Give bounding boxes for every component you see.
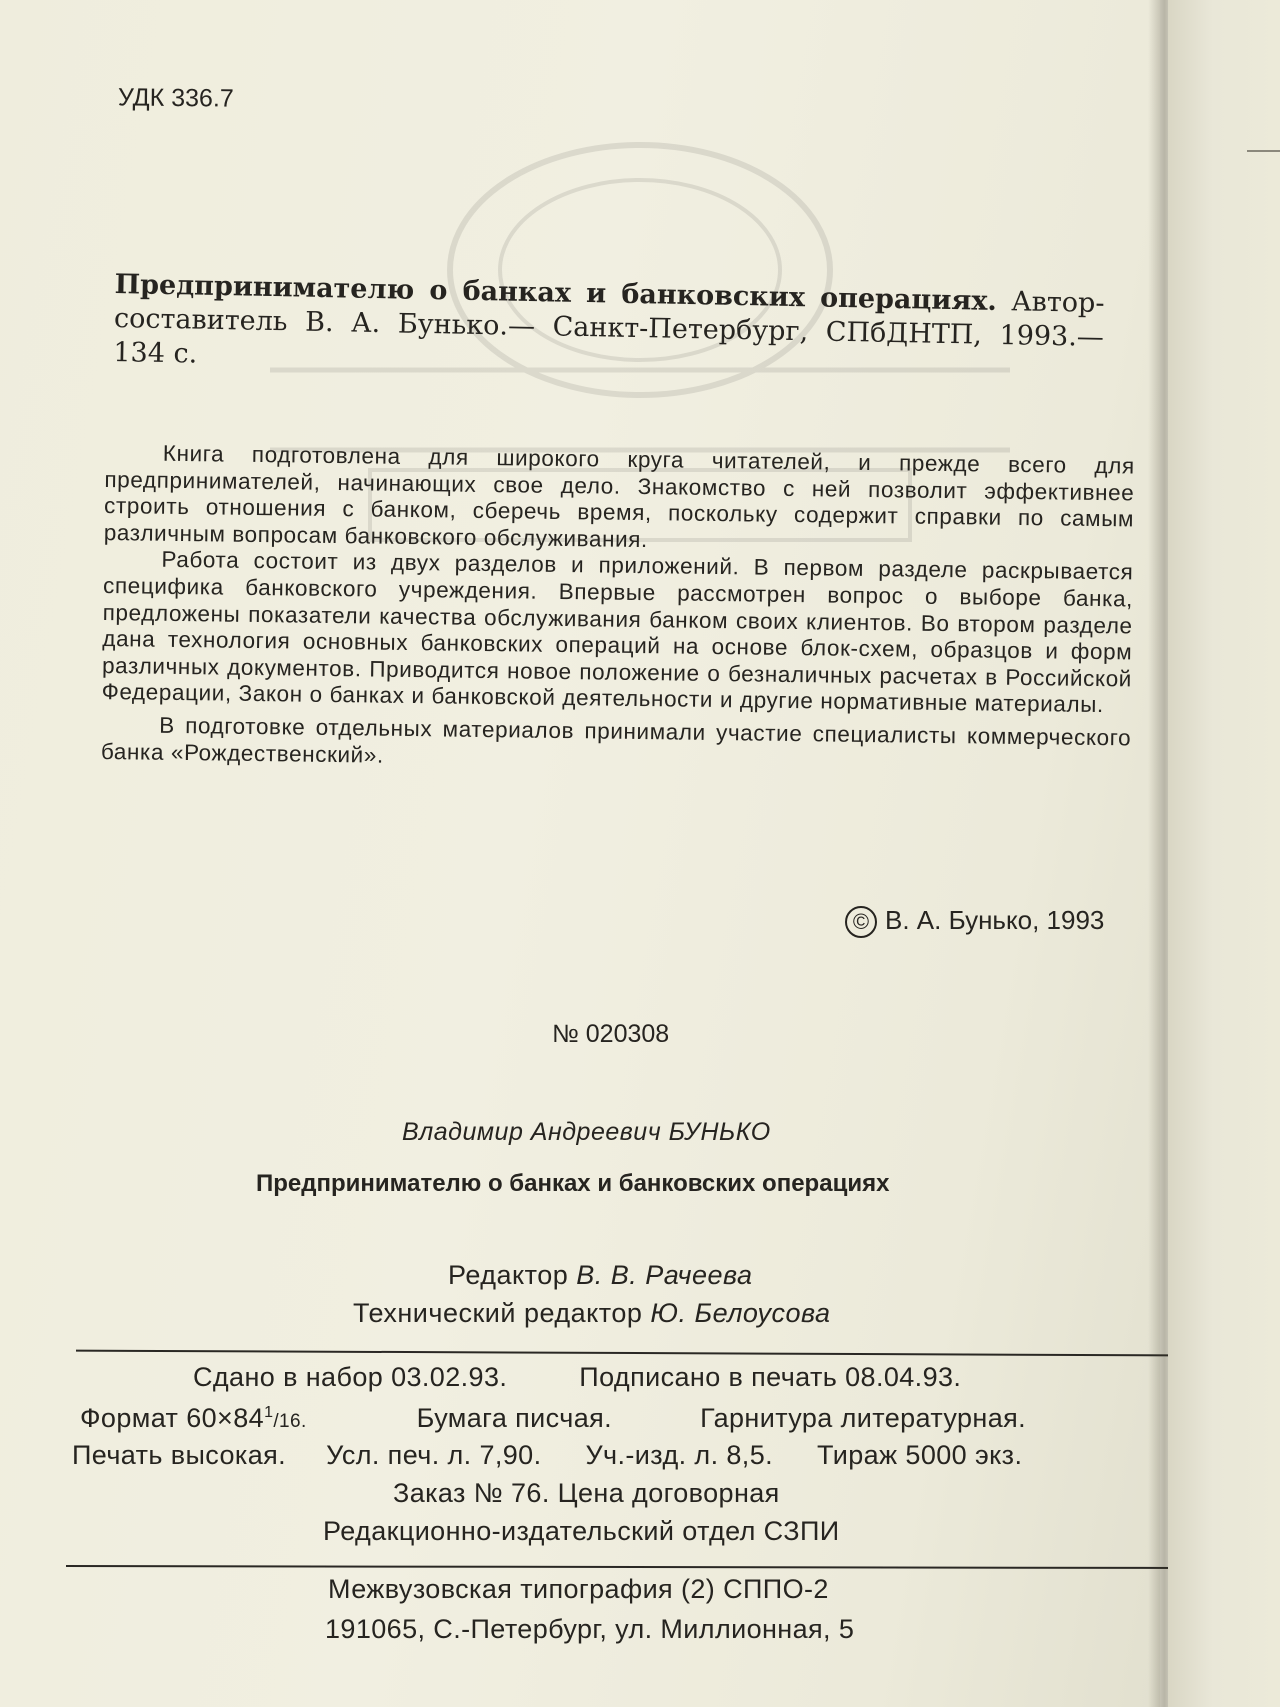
publishing-sheets: Уч.-изд. л. 8,5. [585,1440,774,1470]
abstract-paragraph-2: Работа состоит из двух разделов и приложений. В первом разделе раскрывается специфика банковского учреждения. Впервые рассмотрен вопрос о выборе банка, предложены показатели качества обслуживания банком своих клиентов. Во втором разделе дана технология основных банковских операций на основе блок-схем, образцов и форм различных документов. Приводится новое положение о безналичных расчетах в Российской Федерации, Закон о банках и банковской деятельности и другие нормативные материалы. [101,547,1134,718]
bibliographic-reference [113,268,1105,389]
typeface: Гарнитура литературная. [700,1403,1027,1433]
editor-label: Редактор [448,1260,569,1290]
printer-name: Межвузовская типография (2) СППО-2 [328,1574,829,1604]
format-sub: /16. [273,1411,307,1432]
edition-number: № 020308 [552,1020,670,1048]
book-title: Предпринимателю о банках и банковских операциях [256,1170,890,1197]
format-label: Формат [80,1403,179,1433]
reference-details: Автор-составитель В. А. Бунько.— Санкт-Петербург, СПбДНТП, 1993.— 134 с. [113,286,1105,370]
divider-bottom [66,1565,1174,1569]
reference-title: Предпринимателю о банках и банковских операциях. [114,268,998,317]
divider-top [76,1350,1174,1357]
editor-line [448,1260,753,1291]
imprint-format [80,1403,1026,1434]
publishing-dept: Редакционно-издательский отдел СЗПИ [323,1516,840,1546]
format-sup: 1 [264,1404,274,1421]
order-line: Заказ № 76. Цена договорная [393,1478,780,1508]
imprint-printing [72,1440,1022,1471]
abstract-paragraph-1: Книга подготовлена для широкого круга читателей, и прежде всего для предпринимателей, начинающих свое дело. Знакомство с ней позволит эффективнее строить отношения с банком, сберечь время, поскольку содержит справки по самым различным вопросам банковского обслуживания. [103,440,1135,552]
copyright-line [845,905,1104,938]
printer-address: 191065, С.-Петербург, ул. Миллионная, 5 [325,1614,855,1644]
paper-type: Бумага писчая. [416,1403,613,1433]
abstract [101,440,1135,779]
typeset-date: Сдано в набор 03.02.93. [193,1362,508,1392]
printed-sheets: Усл. печ. л. 7,90. [326,1440,542,1470]
udk-code: УДК 336.7 [117,83,234,113]
tech-editor-name: Ю. Белоусова [650,1298,831,1328]
imprint-dates [193,1362,961,1393]
editor-name: В. В. Рачеева [576,1260,753,1290]
tech-editor-label: Технический редактор [353,1298,643,1328]
author-name: Владимир Андреевич БУНЬКО [402,1118,771,1146]
facing-page-mark [1247,150,1280,152]
abstract-paragraph-3: В подготовке отдельных материалов принимали участие специалисты коммерческого банка «Рождественский». [100,712,1132,768]
signed-date: Подписано в печать 08.04.93. [579,1362,962,1392]
copyright-text: В. А. Бунько, 1993 [885,905,1105,935]
tech-editor-line [353,1298,831,1329]
print-run: Тираж 5000 экз. [817,1440,1023,1470]
facing-page-edge [1168,0,1280,1707]
printing-type: Печать высокая. [72,1440,287,1470]
copyright-icon: © [845,906,877,938]
format-value: 60×84 [186,1403,265,1433]
